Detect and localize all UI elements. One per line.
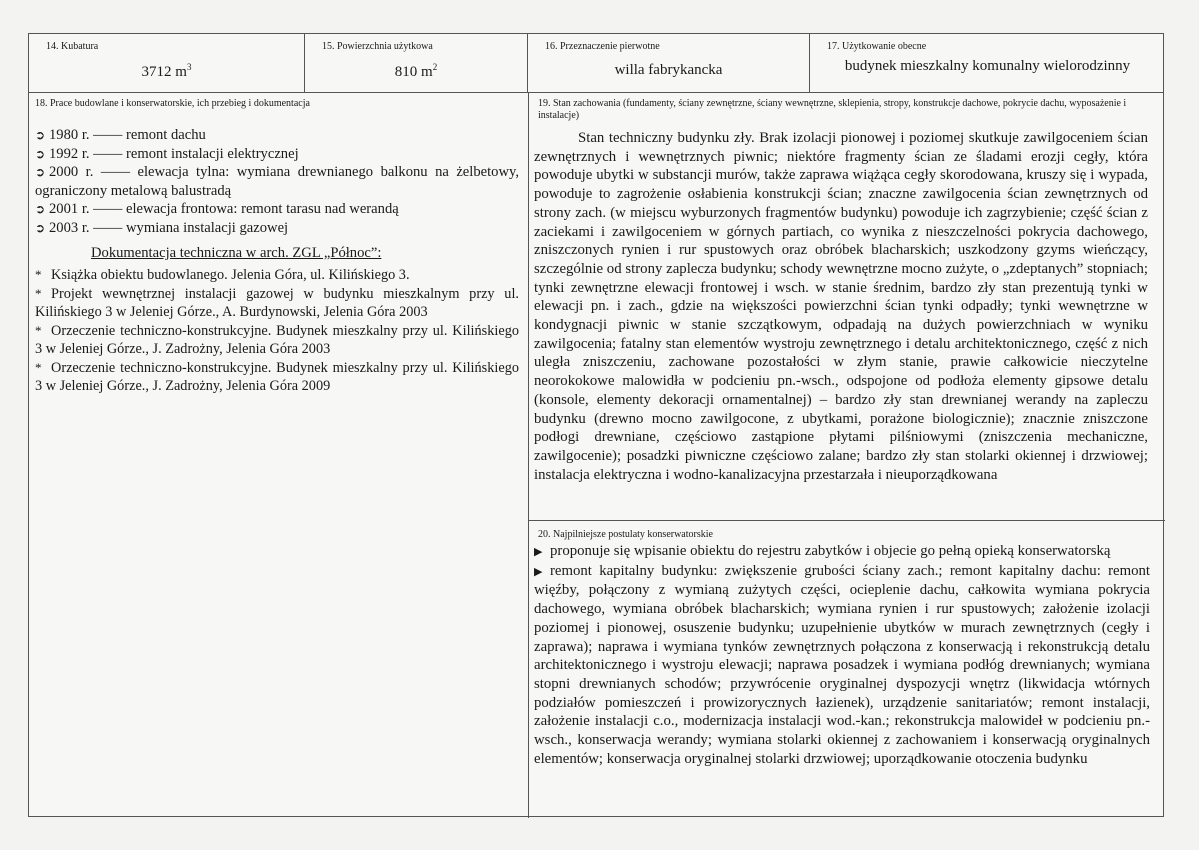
cell-powierzchnia [305, 34, 528, 92]
history-text: 2000 r. —— elewacja tylna: wymiana drewnianego balkonu na żelbetowy, ograniczony metalową balustradą [35, 164, 519, 199]
history-list [35, 126, 519, 238]
cell-kubatura [29, 34, 305, 92]
postulate-text: proponuje się wpisanie obiektu do rejestru zabytków i objecie go pełną opieką konserwatorską [550, 543, 1111, 559]
triangle-bullet-icon: ▶ [534, 545, 543, 558]
history-text: 1980 r. —— remont dachu [49, 127, 206, 143]
kubatura-value [29, 62, 304, 81]
doc-text: Projekt wewnętrznej instalacji gazowej w budynku mieszkalnym przy ul. Kilińskiego 3 w Jeleniej Górze., A. Burdynowski, Jelenia Góra 2003 [35, 285, 519, 320]
doc-item [35, 285, 519, 322]
documentation-heading: Dokumentacja techniczna w arch. ZGL „Północ”: [91, 245, 382, 261]
history-text: 2001 r. —— elewacja frontowa: remont tarasu nad werandą [49, 201, 399, 218]
history-item [35, 145, 519, 164]
history-item [35, 126, 519, 145]
asterisk-icon: * [35, 322, 42, 338]
arrow-icon: ➲ [35, 165, 46, 180]
section-19-label: 19. Stan zachowania (fundamenty, ściany zewnętrzne, ściany wewnętrzne, sklepienia, stropy, konstrukcje dachowe, pokrycie dachu, wyposażenie i instalacje) [538, 98, 1127, 121]
documentation-list [35, 266, 519, 396]
triangle-bullet-icon: ▶ [534, 564, 543, 578]
record-card [28, 33, 1164, 817]
przeznaczenie-value: willa fabrykancka [614, 62, 723, 78]
doc-text: Książka obiektu budowlanego. Jelenia Góra, ul. Kilińskiego 3. [51, 267, 410, 283]
uzytkowanie-label: 17. Użytkowanie obecne [827, 41, 927, 52]
history-text: 2003 r. —— wymiana instalacji gazowej [49, 219, 289, 236]
arrow-icon: ➲ [35, 202, 46, 217]
powierzchnia-value [305, 62, 527, 81]
column-divider [528, 92, 529, 818]
section-20-label: 20. Najpilniejsze postulaty konserwatorskie [538, 529, 713, 540]
doc-item [35, 359, 519, 396]
history-text: 1992 r. —— remont instalacji elektrycznej [49, 145, 299, 162]
doc-item [35, 266, 519, 285]
postulates-list [534, 542, 1150, 768]
kubatura-number: 3712 m [141, 64, 187, 80]
uzytkowanie-value: budynek mieszkalny komunalny wielorodzinny [844, 58, 1131, 74]
doc-text: Orzeczenie techniczno-konstrukcyjne. Budynek mieszkalny przy ul. Kilińskiego 3 w Jeleniej Górze., J. Zadrożny, Jelenia Góra 2003 [35, 322, 519, 357]
condition-text: Stan techniczny budynku zły. Brak izolacji pionowej i poziomej skutkuje zawilgoceniem ścian zewnętrznych i wewnętrznych piwnic; niektóre fragmenty ścian ze śladami erozji cegły, która powoduje ubytki w substancji murów, także zaprawa wiążąca cegły skorodowana, kruszy się i wypada, powoduje to zagrożenie osłabienia konstrukcji ścian; znaczne zawilgocenia ścian zewnętrznych od strony zach. (w miejscu wyburzonych fragmentów budynku) powoduje ich zagrzybienie; część ścian z zaciekami i zawilgoceniem w górnych partiach, co wynika z nieszczelności pokrycia dachowego, zniszczonych rynien i rur spustowych oraz obróbek blacharskich; uszkodzony gzyms wieńczący, szczególnie od strony zaplecza budynku; schody wewnętrzne mocno zużyte, o „zdeptanych” stopniach; tynki zewnętrzne elewacji frontowej i wsch. w stanie średnim, bardzo zły stan prezentują tynki w elewacji pn. i zach., gdzie na większości powierzchni ścian tynki odpadły; tynki wewnętrzne w kondygnacji piwnic w stanie szczątkowym, odpadają na dużych powierzchniach w wyniku zawilgocenia; fatalny stan elementów wystroju zewnętrznego i detalu architektonicznego, część z nich uległa zniszczeniu, zachowane pozostałości w złym stanie, prawie całkowicie nieczytelne neorokokowe malowidła w podcieniu pn.-wsch., odspojone od podłoża elementy gipsowe detalu (konsole, elementy dekoracji ornamentalnej) – bardzo zły stan drewnianej werandy na zapleczu budynku (drewno mocno zawilgocone, z ubytkami, porażone biologicznie); znacznie zniszczone podłogi drewniane, częściowo zastąpione płytami pilśniowymi (zniszczenia mechaniczne, zawilgocenie); posadzki piwniczne częściowo zalane; bardzo zły stan stolarki okiennej i drzwiowej; instalacja elektryczna i wodno-kanalizacyjna przestarzała i nieuporządkowana [534, 130, 1148, 483]
kubatura-label: 14. Kubatura [46, 41, 99, 52]
asterisk-icon: * [35, 359, 42, 375]
section-18-label: 18. Prace budowlane i konserwatorskie, ich przebieg i dokumentacja [35, 98, 310, 109]
asterisk-icon: * [35, 285, 42, 301]
przeznaczenie-label: 16. Przeznaczenie pierwotne [545, 41, 660, 52]
arrow-icon: ➲ [35, 146, 46, 161]
doc-text: Orzeczenie techniczno-konstrukcyjne. Budynek mieszkalny przy ul. Kilińskiego 3 w Jeleniej Górze., J. Zadrożny, Jelenia Góra 2009 [35, 359, 519, 394]
row-divider [528, 520, 1165, 521]
postulate-text: remont kapitalny budynku: zwiększenie grubości ściany zach.; remont kapitalny dachu: remont więźby, połączony z wymianą zużytych części, ocieplenie dachu, całkowita wymiana pokrycia dachowego, wymiana obróbek blacharskich; wymiana rynien i rur spustowych; założenie izolacji poziomej i pionowej, osuszenie budynku; uzupełnienie ubytków w murach zewnętrznych (cegły i zaprawa); naprawa i wymiana tynków zewnętrznych połączona z konserwacją i rekonstrukcją detalu architektonicznego i wystroju elewacji; naprawa posadzek i wymiana podłóg drewnianych; wymiana stopni drewnianych schodów; przywrócenie oryginalnej dyspozycji wnętrz (likwidacja wtórnych podziałów pomieszczeń i prowizorycznych łazienek), urządzenie sanitariatów; remont instalacji, założenie instalacji c.o., modernizacja instalacji wod.-kan.; rekonstrukcja malowideł w podcieniu pn.-wsch., konserwacja werandy; wymiana stolarki okiennej z zachowaniem i konserwacją oryginalnych elementów; konserwacja oryginalnej stolarki drzwiowej; uporządkowanie otoczenia budynku [534, 562, 1150, 767]
powierzchnia-label: 15. Powierzchnia użytkowa [322, 41, 433, 52]
arrow-icon: ➲ [35, 220, 46, 235]
cell-uzytkowanie [810, 34, 1165, 92]
history-item [35, 219, 519, 238]
powierzchnia-exponent: 2 [432, 62, 438, 72]
postulate-item [534, 562, 1150, 769]
history-item [35, 163, 519, 200]
arrow-icon: ➲ [35, 128, 46, 142]
powierzchnia-number: 810 m [394, 64, 433, 80]
cell-przeznaczenie [528, 34, 810, 92]
doc-item [35, 322, 519, 359]
asterisk-icon: * [35, 267, 42, 282]
kubatura-exponent: 3 [186, 62, 192, 72]
top-row [29, 34, 1163, 93]
history-item [35, 200, 519, 219]
postulate-item [534, 542, 1150, 562]
